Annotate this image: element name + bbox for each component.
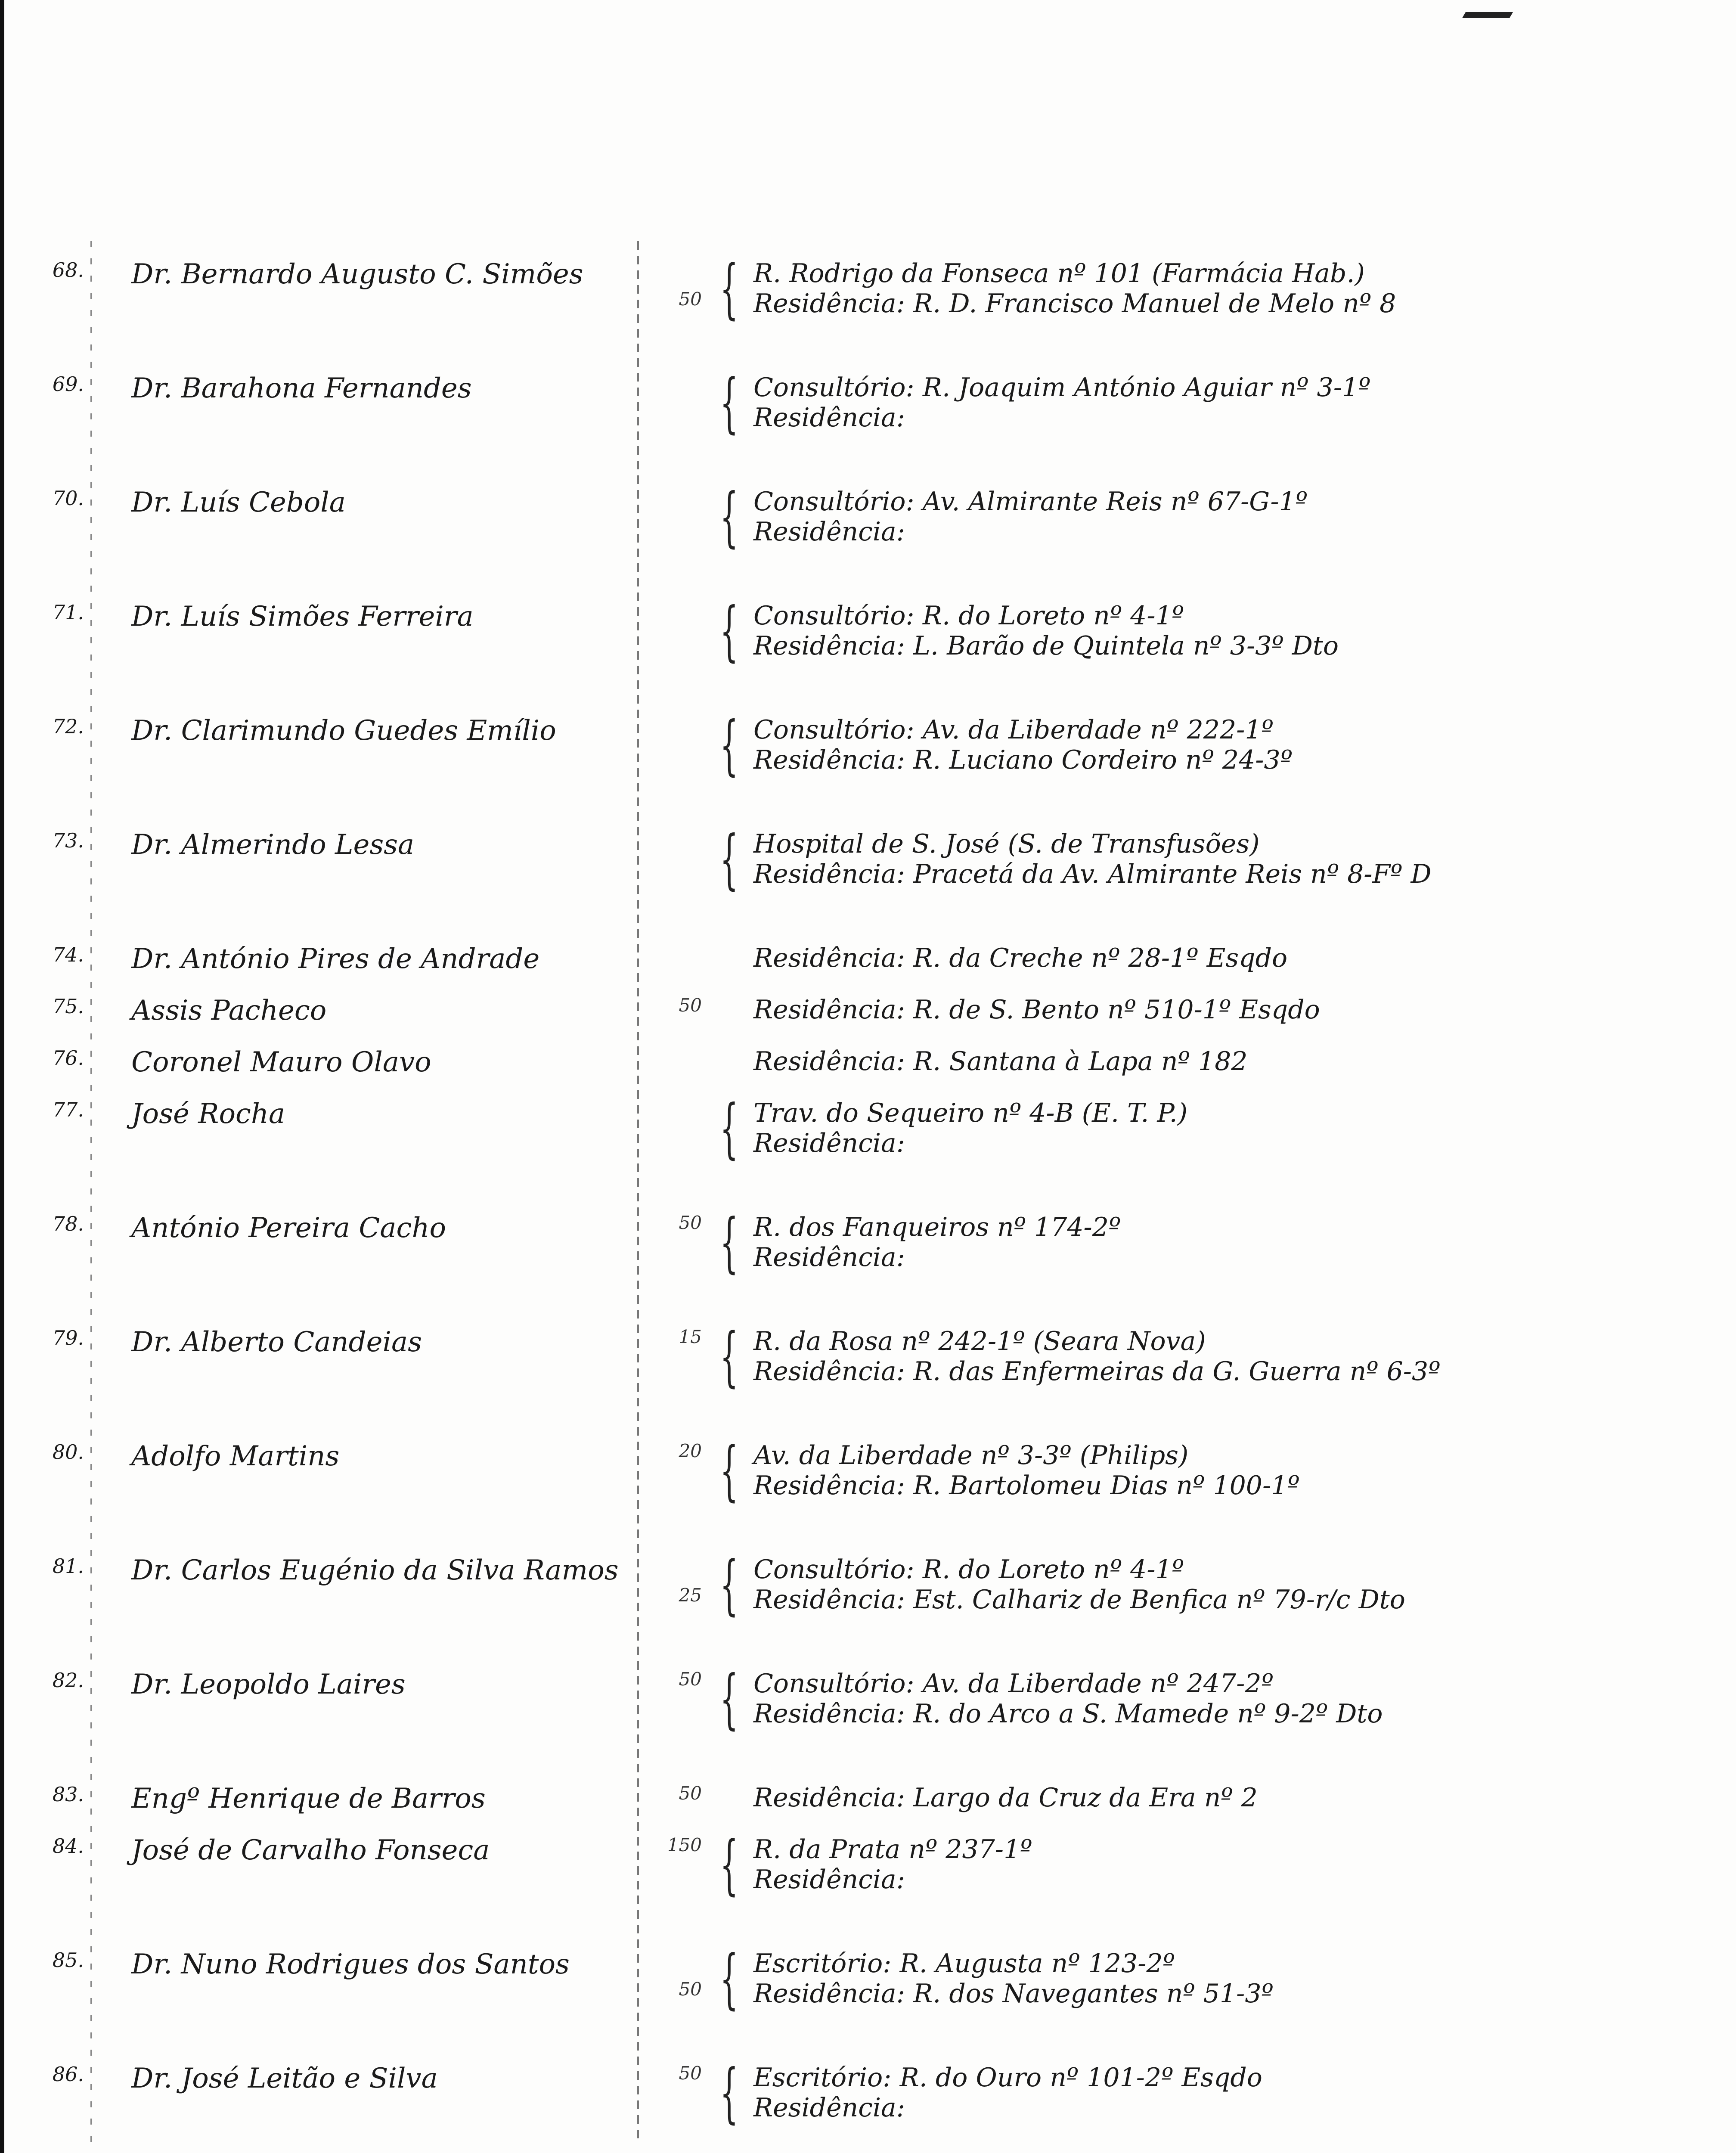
- entry-amount: 25: [679, 1585, 702, 1606]
- address-line-residence: Residência: R. dos Navegantes nº 51-3º: [753, 1979, 1274, 2009]
- brace-mark: {: [720, 1942, 738, 2016]
- entry-number: 71.: [52, 601, 84, 624]
- entry-addresses: [753, 2063, 1572, 2123]
- entry-number: 84.: [52, 1834, 84, 1858]
- address-line-primary: Consultório: R. do Loreto nº 4-1º: [753, 1554, 1184, 1585]
- address-line-primary: Consultório: Av. Almirante Reis nº 67-G-1º: [753, 487, 1308, 517]
- entry-number: 85.: [52, 1948, 84, 1972]
- address-line-primary: Escritório: R. Augusta nº 123-2º: [753, 1948, 1175, 1979]
- brace-mark: {: [720, 366, 738, 441]
- address-line-residence: Residência: R. Bartolomeu Dias nº 100-1º: [753, 1470, 1300, 1501]
- brace-mark: {: [720, 822, 738, 897]
- brace-mark: {: [720, 1662, 738, 1737]
- entry-amount: 50: [679, 995, 702, 1016]
- entry-name: Dr. Luís Simões Ferreira: [131, 601, 474, 633]
- entry-addresses: [753, 1098, 1572, 1158]
- address-line-primary: Av. da Liberdade nº 3-3º (Philips): [753, 1440, 1189, 1470]
- entry-name: José Rocha: [131, 1098, 285, 1130]
- entry-number: 79.: [52, 1326, 84, 1350]
- entry-number: 78.: [52, 1212, 84, 1235]
- address-line-primary: R. da Prata nº 237-1º: [753, 1834, 1032, 1864]
- entry-amount: 150: [667, 1834, 702, 1855]
- entry-name: Adolfo Martins: [131, 1440, 340, 1472]
- entry-name: Dr. Almerindo Lessa: [131, 829, 415, 861]
- entry-name: António Pereira Cacho: [131, 1212, 446, 1244]
- address-line-residence: Residência: Pracetá da Av. Almirante Reis nº 8-Fº D: [753, 859, 1432, 889]
- entry-amount: 50: [679, 1212, 702, 1233]
- entry-name: Dr. Nuno Rodrigues dos Santos: [131, 1948, 570, 1980]
- brace-mark: {: [720, 1548, 738, 1623]
- address-line-residence: Residência: L. Barão de Quintela nº 3-3º Dto: [753, 631, 1339, 661]
- entry-name: Dr. Luís Cebola: [131, 487, 346, 518]
- address-line-primary: Residência: Largo da Cruz da Era nº 2: [753, 1783, 1258, 1813]
- address-line-primary: Consultório: R. Joaquim António Aguiar nº 3-1º: [753, 372, 1371, 403]
- brace-mark: {: [720, 708, 738, 783]
- address-line-primary: Consultório: Av. da Liberdade nº 247-2º: [753, 1669, 1274, 1699]
- entry-name: José de Carvalho Fonseca: [131, 1834, 490, 1866]
- entry-name: Dr. Alberto Candeias: [131, 1326, 422, 1358]
- address-line-primary: Consultório: R. do Loreto nº 4-1º: [753, 601, 1184, 631]
- entry-name: Dr. José Leitão e Silva: [131, 2063, 438, 2094]
- address-line-residence: Residência:: [753, 1128, 905, 1158]
- entry-addresses: [753, 829, 1572, 889]
- address-line-primary: Residência: R. da Creche nº 28-1º Esqdo: [753, 943, 1288, 973]
- address-line-primary: R. da Rosa nº 242-1º (Seara Nova): [753, 1326, 1206, 1356]
- entry-addresses: [753, 1948, 1572, 2009]
- entry-name: Dr. António Pires de Andrade: [131, 943, 540, 975]
- brace-mark: {: [720, 251, 738, 326]
- brace-mark: {: [720, 2056, 738, 2131]
- entry-addresses: [753, 715, 1572, 775]
- address-line-residence: Residência: R. do Arco a S. Mamede nº 9-2º Dto: [753, 1699, 1383, 1729]
- entry-number: 82.: [52, 1669, 84, 1692]
- entry-number: 75.: [52, 995, 84, 1018]
- entry-number: 69.: [52, 372, 84, 396]
- brace-mark: {: [720, 594, 738, 669]
- entry-addresses: [753, 258, 1572, 319]
- address-line-residence: Residência:: [753, 403, 905, 433]
- address-line-primary: Trav. do Sequeiro nº 4-B (E. T. P.): [753, 1098, 1188, 1128]
- entry-addresses: [753, 601, 1572, 661]
- entry-number: 70.: [52, 487, 84, 510]
- entry-addresses: [753, 1783, 1572, 1813]
- address-line-primary: R. Rodrigo da Fonseca nº 101 (Farmácia Hab.): [753, 258, 1365, 289]
- brace-mark: {: [720, 1205, 738, 1280]
- brace-mark: {: [720, 1091, 738, 1166]
- entry-addresses: [753, 1669, 1572, 1729]
- scan-top-mark: [1462, 12, 1513, 18]
- address-line-primary: Consultório: Av. da Liberdade nº 222-1º: [753, 715, 1274, 745]
- entry-number: 73.: [52, 829, 84, 852]
- entry-name: Dr. Leopoldo Laires: [131, 1669, 406, 1700]
- entry-addresses: [753, 1834, 1572, 1895]
- entry-addresses: [753, 1440, 1572, 1501]
- address-line-residence: Residência:: [753, 517, 905, 547]
- entry-addresses: [753, 487, 1572, 547]
- address-line-residence: Residência: R. Luciano Cordeiro nº 24-3º: [753, 745, 1293, 775]
- entry-amount: 50: [679, 1783, 702, 1804]
- address-line-primary: Residência: R. de S. Bento nº 510-1º Esqdo: [753, 995, 1320, 1025]
- brace-mark: {: [720, 1827, 738, 1902]
- entry-addresses: [753, 1212, 1572, 1272]
- entry-addresses: [753, 1046, 1572, 1076]
- address-line-primary: R. dos Fanqueiros nº 174-2º: [753, 1212, 1121, 1242]
- entry-addresses: [753, 995, 1572, 1025]
- entry-name: Assis Pacheco: [131, 995, 327, 1027]
- entry-amount: 15: [679, 1326, 702, 1347]
- entry-number: 77.: [52, 1098, 84, 1121]
- entry-number: 68.: [52, 258, 84, 282]
- address-line-residence: Residência:: [753, 1242, 905, 1272]
- entry-name: Engº Henrique de Barros: [131, 1783, 486, 1815]
- entry-name: Dr. Barahona Fernandes: [131, 372, 472, 404]
- entry-name: Dr. Clarimundo Guedes Emílio: [131, 715, 556, 747]
- entry-amount: 20: [679, 1440, 702, 1461]
- brace-mark: {: [720, 1319, 738, 1394]
- scan-left-edge: [0, 0, 4, 2153]
- entry-amount: 50: [679, 1669, 702, 1690]
- entry-name: Dr. Carlos Eugénio da Silva Ramos: [131, 1554, 619, 1586]
- entry-number: 80.: [52, 1440, 84, 1464]
- ledger-entries: [52, 245, 1498, 2140]
- entry-number: 83.: [52, 1783, 84, 1806]
- address-line-residence: Residência: Est. Calhariz de Benfica nº 79-r/c Dto: [753, 1585, 1405, 1615]
- brace-mark: {: [720, 480, 738, 555]
- entry-number: 81.: [52, 1554, 84, 1578]
- brace-mark: {: [720, 1433, 738, 1508]
- entry-amount: 50: [679, 289, 702, 310]
- entry-addresses: [753, 943, 1572, 973]
- address-line-primary: Escritório: R. do Ouro nº 101-2º Esqdo: [753, 2063, 1262, 2093]
- entry-addresses: [753, 372, 1572, 433]
- entry-name: Dr. Bernardo Augusto C. Simões: [131, 258, 583, 290]
- entry-addresses: [753, 1326, 1572, 1387]
- address-line-residence: Residência: R. das Enfermeiras da G. Guerra nº 6-3º: [753, 1356, 1441, 1387]
- entry-addresses: [753, 1554, 1572, 1615]
- address-line-residence: Residência:: [753, 1864, 905, 1895]
- entry-number: 86.: [52, 2063, 84, 2086]
- address-line-primary: Hospital de S. José (S. de Transfusões): [753, 829, 1260, 859]
- entry-amount: 50: [679, 1979, 702, 2000]
- address-line-residence: Residência: R. D. Francisco Manuel de Melo nº 8: [753, 289, 1396, 319]
- address-line-residence: Residência:: [753, 2093, 905, 2123]
- entry-number: 74.: [52, 943, 84, 966]
- entry-number: 72.: [52, 715, 84, 738]
- entry-number: 76.: [52, 1046, 84, 1070]
- entry-amount: 50: [679, 2063, 702, 2084]
- entry-name: Coronel Mauro Olavo: [131, 1046, 431, 1078]
- address-line-primary: Residência: R. Santana à Lapa nº 182: [753, 1046, 1248, 1076]
